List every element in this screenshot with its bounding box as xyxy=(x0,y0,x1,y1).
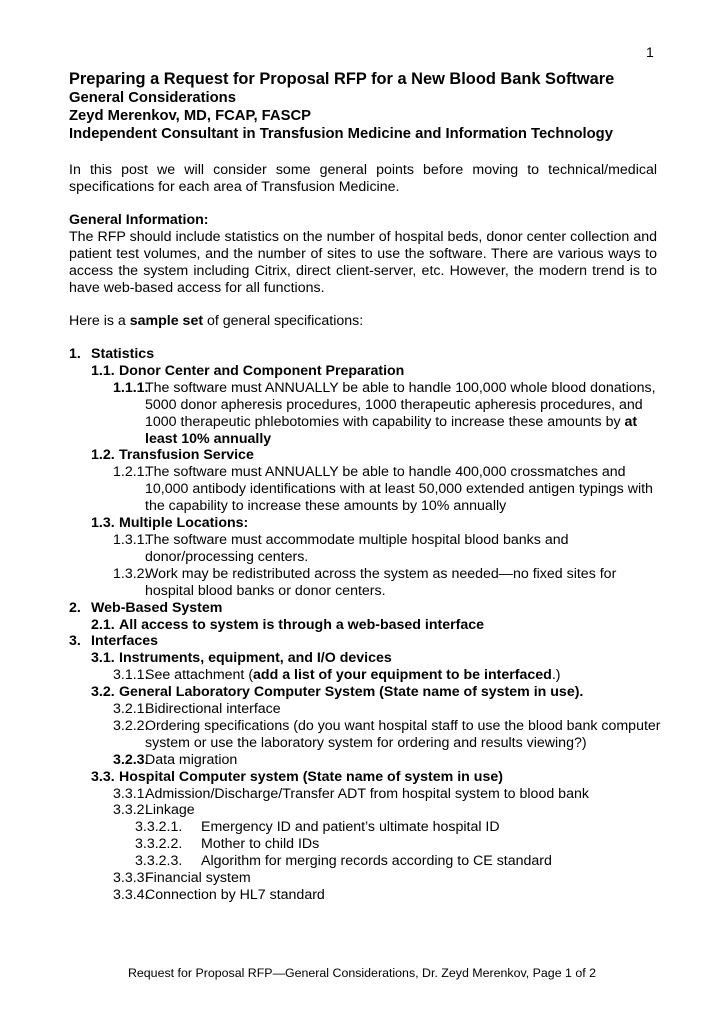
item-text-bold: at least 10% annually xyxy=(145,413,638,447)
item-text: The software must accommodate multiple hospital blood banks and donor/processing centers. xyxy=(145,531,569,565)
item-text: Work may be redistributed across the system as needed—no fixed sites for hospital blood banks or donor centers. xyxy=(145,565,617,599)
item-number: 1.1.1. xyxy=(113,379,149,396)
list-item xyxy=(69,447,669,464)
document-header xyxy=(69,69,669,143)
item-number: 3.2.2. xyxy=(113,717,149,734)
list-item xyxy=(69,667,669,684)
author-name: Zeyd Merenkov, MD, FCAP, FASCP xyxy=(69,108,312,124)
intro-paragraph: In this post we will consider some general points before moving to technical/medical specifications for each area of Transfusion Medicine. xyxy=(69,162,657,195)
item-text: Data migration xyxy=(145,751,238,768)
item-text: Bidirectional interface xyxy=(145,701,281,718)
list-item xyxy=(69,515,669,532)
list-item xyxy=(69,836,669,853)
item-text: Connection by HL7 standard xyxy=(145,887,325,903)
list-item xyxy=(69,633,669,650)
item-number: 1.3.2. xyxy=(113,565,149,582)
item-number: 3.3.2.2. xyxy=(135,836,183,853)
item-label: All access to system is through a web-based interface xyxy=(119,616,485,633)
item-text-plain: .) xyxy=(551,667,561,684)
item-number: 1. xyxy=(69,346,81,362)
item-number: 3.3.2.3. xyxy=(135,853,183,870)
item-label: Multiple Locations: xyxy=(119,515,249,532)
item-number: 3.3.2.1. xyxy=(135,819,183,836)
item-number: 3.3.3. xyxy=(113,870,149,887)
list-item xyxy=(69,600,669,617)
item-label: Donor Center and Component Preparation xyxy=(119,362,405,379)
list-item xyxy=(69,718,669,752)
document-title: Preparing a Request for Proposal RFP for a New Blood Bank Software xyxy=(69,70,615,88)
item-number: 2. xyxy=(69,599,81,616)
item-number: 3.3. xyxy=(91,768,115,785)
item-text: The software must ANNUALLY be able to handle 400,000 crossmatches and 10,000 antibody identifications with at least 50,000 extended antigen typings with the capability to increase these amounts by 10% annually xyxy=(145,464,653,515)
item-number: 1.2. xyxy=(91,447,115,464)
item-text: Financial system xyxy=(145,870,251,887)
item-number: 3.2.3. xyxy=(113,751,149,768)
item-text-bold: add a list of your equipment to be interfaced xyxy=(253,667,552,684)
list-item xyxy=(69,363,669,380)
general-info-heading xyxy=(69,212,657,229)
item-text: Mother to child IDs xyxy=(201,836,320,853)
item-text xyxy=(145,667,560,684)
item-number: 3. xyxy=(69,633,81,650)
item-number: 3.2.1. xyxy=(113,701,149,718)
list-item xyxy=(69,802,669,819)
item-text: Emergency ID and patient’s ultimate hospital ID xyxy=(201,819,500,836)
item-text: Algorithm for merging records according to CE standard xyxy=(201,853,552,870)
list-item xyxy=(69,786,669,803)
item-text: Ordering specifications (do you want hospital staff to use the blood bank computer system or use the laboratory system for ordering and results viewing?) xyxy=(145,717,661,751)
item-label: Hospital Computer system (State name of system in use) xyxy=(119,768,503,785)
general-info-body: The RFP should include statistics on the number of hospital beds, donor center collection and patient test volumes, and the number of sites to use the software. There are various ways to access the system including Citrix, direct client-server, etc. However, the modern trend is to have web-based access for all functions. xyxy=(69,229,657,296)
document-subtitle: General Considerations xyxy=(69,90,236,106)
item-number: 1.3. xyxy=(91,515,115,532)
item-label: Transfusion Service xyxy=(119,447,254,464)
item-number: 1.3.1. xyxy=(113,531,149,548)
item-text xyxy=(145,380,669,448)
item-number: 3.2. xyxy=(91,684,115,701)
list-item xyxy=(69,566,669,600)
list-item xyxy=(69,346,669,363)
list-item xyxy=(69,617,669,634)
list-item xyxy=(69,684,669,701)
list-item xyxy=(69,701,669,718)
item-label: Instruments, equipment, and I/O devices xyxy=(119,650,392,667)
item-text-plain: See attachment ( xyxy=(145,667,254,684)
specification-list xyxy=(69,346,669,904)
item-number: 3.3.2. xyxy=(113,802,149,819)
list-item xyxy=(69,853,669,870)
item-number: 3.1. xyxy=(91,650,115,667)
item-number: 1.2.1. xyxy=(113,464,149,481)
page-footer: Request for Proposal RFP—General Considerations, Dr. Zeyd Merenkov, Page 1 of 2 xyxy=(127,966,597,980)
author-affiliation: Independent Consultant in Transfusion Medicine and Information Technology xyxy=(69,126,613,142)
item-text-plain: The software must ANNUALLY be able to handle 100,000 whole blood donations, 5000 donor apheresis procedures, 1000 therapeutic apheresis procedures, and 1000 therapeutic phlebotomies with capability to increase these amounts by xyxy=(145,379,656,430)
sample-pre: Here is a xyxy=(69,313,130,329)
list-item xyxy=(69,769,669,786)
list-item xyxy=(69,870,669,887)
sample-bold: sample set xyxy=(129,313,204,329)
item-number: 1.1. xyxy=(91,362,115,379)
list-item xyxy=(69,819,669,836)
item-number: 3.1.1. xyxy=(113,667,149,684)
list-item xyxy=(69,887,669,904)
item-text: Admission/Discharge/Transfer ADT from hospital system to blood bank xyxy=(145,785,589,802)
general-info-heading-text: General Information: xyxy=(69,212,209,228)
item-number: 3.3.1. xyxy=(113,785,149,802)
item-label: Web-Based System xyxy=(91,599,223,616)
item-label: General Laboratory Computer System (State name of system in use). xyxy=(119,684,584,701)
list-item xyxy=(69,752,669,769)
list-item xyxy=(69,464,669,515)
item-label: Interfaces xyxy=(91,633,159,650)
item-text: Linkage xyxy=(145,802,195,819)
list-item xyxy=(69,380,669,448)
item-number: 3.3.4. xyxy=(113,887,149,903)
page-number: 1 xyxy=(646,44,654,60)
sample-post: of general specifications: xyxy=(203,313,364,329)
item-number: 2.1. xyxy=(91,616,115,633)
sample-set-intro xyxy=(69,313,657,330)
list-item xyxy=(69,532,669,566)
list-item xyxy=(69,650,669,667)
item-label: Statistics xyxy=(91,346,155,362)
